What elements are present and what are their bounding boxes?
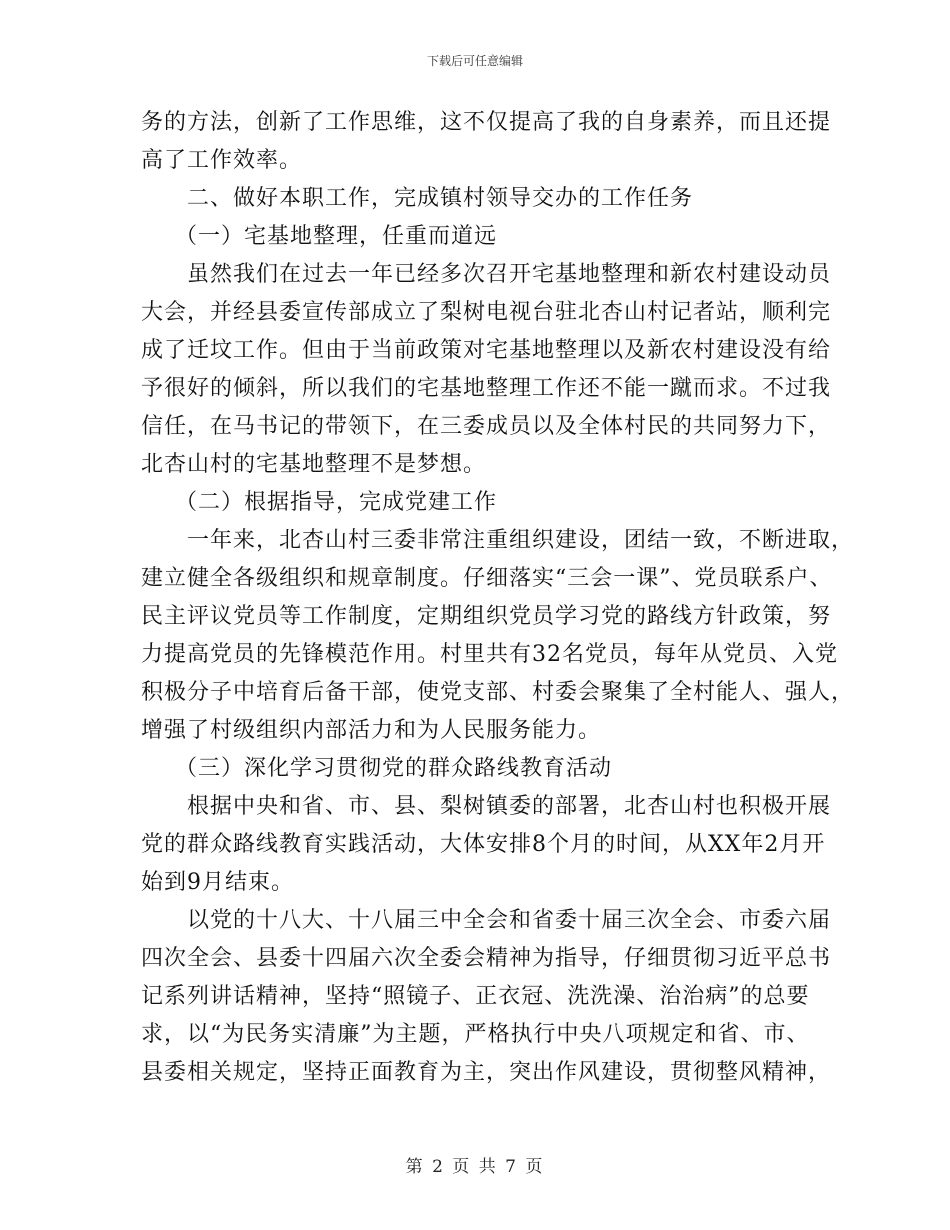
text-line: 务的方法，创新了工作思维，这不仅提高了我的自身素养，而且还提 xyxy=(141,110,832,135)
text-line: 力提高党员的先锋模范作用。村里共有32名党员，每年从党员、入党 xyxy=(141,642,838,667)
text-line: 始到9月结束。 xyxy=(141,870,294,895)
text-line: 一年来，北杏山村三委非常注重组织建设，团结一致，不断进取， xyxy=(187,528,855,553)
text-line: 予很好的倾斜，所以我们的宅基地整理工作还不能一蹴而求。不过我 xyxy=(141,376,832,401)
text-line: 根据中央和省、市、县、梨树镇委的部署，北杏山村也积极开展 xyxy=(187,794,832,819)
text-line: 记系列讲话精神，坚持“照镜子、正衣冠、洗洗澡、治治病”的总要 xyxy=(141,984,810,1009)
page-number: 第 2 页 共 7 页 xyxy=(405,1157,545,1177)
text-line: 增强了村级组织内部活力和为人民服务能力。 xyxy=(141,718,602,743)
text-line: 求，以“为民务实清廉”为主题，严格执行中央八项规定和省、市、 xyxy=(141,1022,810,1047)
text-line: 县委相关规定，坚持正面教育为主，突出作风建设，贯彻整风精神， xyxy=(141,1060,832,1085)
text-line: 民主评议党员等工作制度，定期组织党员学习党的路线方针政策，努 xyxy=(141,604,832,629)
subsection-heading: （一）宅基地整理，任重而道远 xyxy=(175,224,498,249)
text-line: 四次全会、县委十四届六次全委会精神为指导，仔细贯彻习近平总书 xyxy=(141,946,832,971)
text-line: 信任，在马书记的带领下，在三委成员以及全体村民的共同努力下， xyxy=(141,414,832,439)
text-line: 北杏山村的宅基地整理不是梦想。 xyxy=(141,452,487,477)
text-line: 建立健全各级组织和规章制度。仔细落实“三会一课”、党员联系户、 xyxy=(141,566,833,591)
text-line: 积极分子中培育后备干部，使党支部、村委会聚集了全村能人、强人， xyxy=(141,680,855,705)
text-line: 以党的十八大、十八届三中全会和省委十届三次全会、市委六届 xyxy=(187,908,832,933)
text-line: 虽然我们在过去一年已经多次召开宅基地整理和新农村建设动员 xyxy=(187,262,832,287)
subsection-heading: （二）根据指导，完成党建工作 xyxy=(175,490,498,515)
subsection-heading: （三）深化学习贯彻党的群众路线教育活动 xyxy=(175,756,613,781)
text-line: 成了迁坟工作。但由于当前政策对宅基地整理以及新农村建设没有给 xyxy=(141,338,832,363)
document-body xyxy=(141,104,855,1092)
text-line: 大会，并经县委宣传部成立了梨树电视台驻北杏山村记者站，顺利完 xyxy=(141,300,832,325)
text-line: 党的群众路线教育实践活动，大体安排8个月的时间，从XX年2月开 xyxy=(141,832,826,857)
page-header: 下载后可任意编辑 xyxy=(426,54,523,68)
text-line: 高了工作效率。 xyxy=(141,148,303,173)
section-heading: 二、做好本职工作，完成镇村领导交办的工作任务 xyxy=(187,186,694,211)
